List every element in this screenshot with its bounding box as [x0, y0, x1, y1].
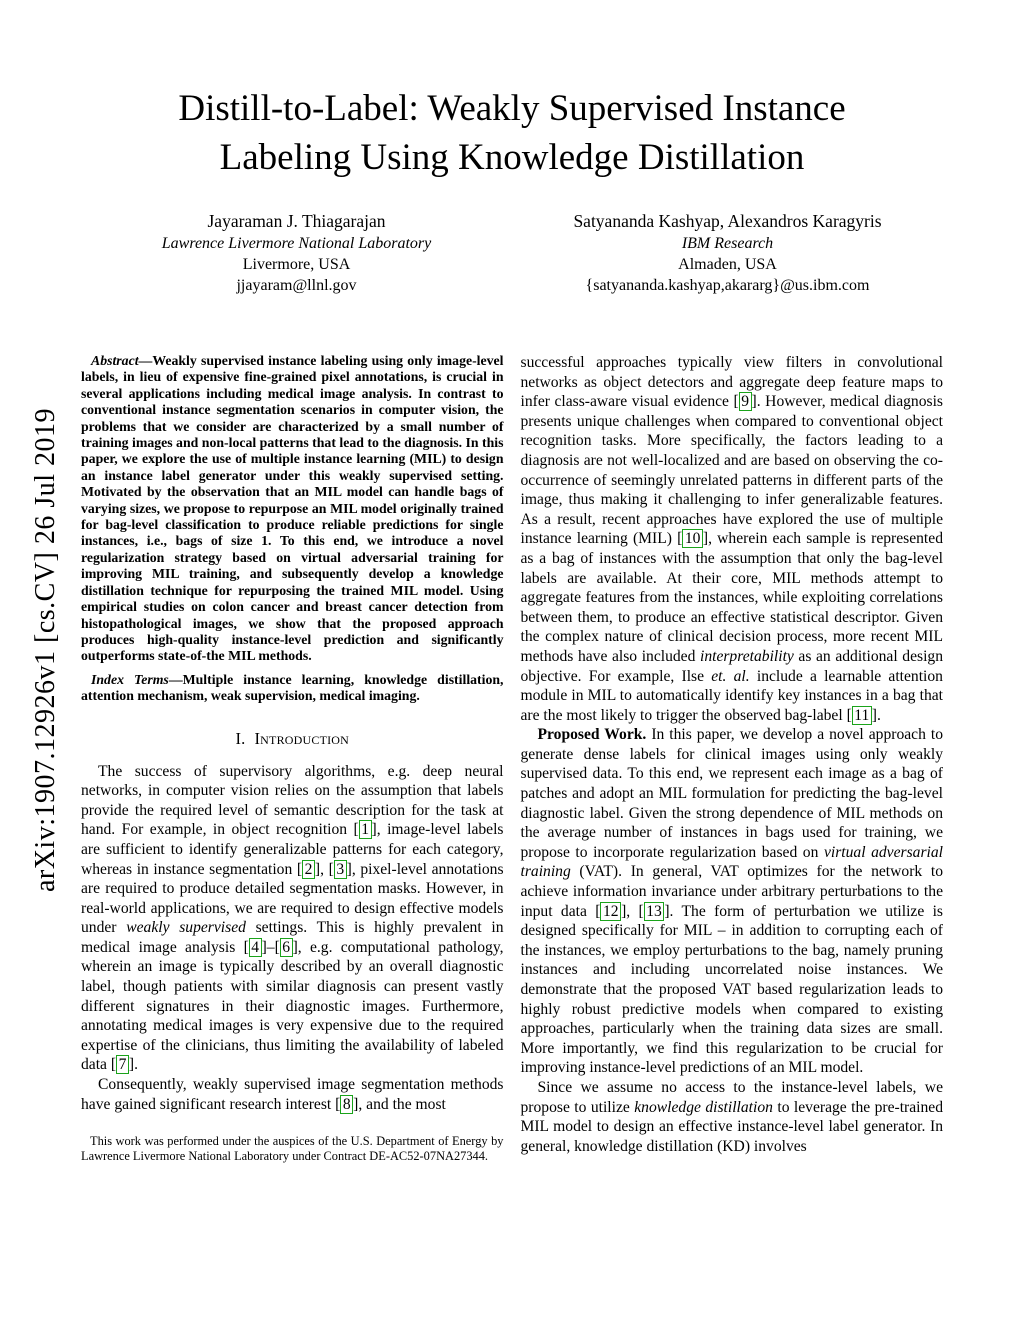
- paper-title-line-1: Distill-to-Label: Weakly Supervised Instance: [178, 88, 846, 129]
- author-1-location: Livermore, USA: [242, 256, 351, 273]
- author-row: [81, 209, 943, 297]
- citation-number: 4: [249, 938, 262, 957]
- author-2-affiliation: IBM Research: [681, 235, 774, 252]
- title-block: [81, 84, 943, 297]
- right-paragraph-1: successful approaches typically view filters in convolutional networks as object detectors and aggregate deep feature maps to infer class-aware visual evidence [ 9 ]. However, medical diagnosis presents unique challenges when compared to conventional object recognition tasks. More specifically, the factors leading to a diagnosis are not well-localized and are based on observing the co-occurrence of seemingly unrelated patterns in different parts of the image, thus making it challenging to infer generalizable features. As a result, recent approaches have explored the use of multiple instance learning (MIL) [ 10 ], wherein each sample is represented as a bag of instances with the assumption that only the bag-level labels are available. At their core, MIL methods attempt to aggregate features from the instances, while exploiting correlations between them, to produce an effective statistical descriptor. Given the complex nature of clinical decision process, more recent MIL methods have also included interpretability as an additional design objective. For example, Ilse et. al. include a learnable attention module in MIL to automatically identify key instances in a bag that are the most likely to trigger the observed bag-label [ 11 ].: [520, 354, 943, 724]
- citation-link[interactable]: [ 1 ]: [353, 821, 377, 839]
- author-block-2: [512, 209, 943, 297]
- citation-link[interactable]: [ 12 ]: [595, 902, 627, 920]
- author-block-1: [81, 209, 512, 297]
- index-terms-text: —Multiple instance learning, knowledge distillation, attention mechanism, weak supervision, medical imaging.: [81, 671, 504, 704]
- index-terms-label: Index Terms: [91, 671, 169, 687]
- citation-number: 11: [852, 706, 872, 725]
- citation-number: 8: [340, 1095, 353, 1114]
- citation-link[interactable]: [ 3 ]: [328, 860, 352, 878]
- citation-link[interactable]: [ 13 ]: [638, 902, 670, 920]
- citation-number: 2: [302, 860, 315, 879]
- funding-footnote: This work was performed under the auspices of the U.S. Department of Energy by Lawrence Livermore National Laboratory under Contract DE-AC52-07NA27344.: [81, 1134, 504, 1164]
- paper-title-line-2: Labeling Using Knowledge Distillation: [219, 137, 805, 178]
- author-1-affiliation: Lawrence Livermore National Laboratory: [161, 235, 432, 252]
- citation-link[interactable]: [ 6 ]: [274, 938, 298, 956]
- paper-content: [81, 0, 943, 1164]
- citation-link[interactable]: [ 11 ]: [846, 706, 877, 724]
- citation-link[interactable]: [ 2 ]: [296, 860, 321, 878]
- section-number: I.: [235, 728, 246, 748]
- author-2-email: {satyananda.kashyap,akararg}@us.ibm.com: [585, 277, 870, 294]
- abstract-paragraph: [81, 353, 504, 665]
- citation-link[interactable]: [ 10 ]: [677, 530, 709, 548]
- abstract-label: Abstract: [91, 353, 139, 368]
- intro-paragraph-2: Consequently, weakly supervised image segmentation methods have gained significant research interest [ 8 ], and the most: [81, 1076, 504, 1113]
- citation-number: 13: [644, 902, 665, 921]
- section-title: Introduction: [254, 728, 350, 748]
- left-column: [81, 353, 504, 1164]
- citation-link[interactable]: [ 7 ]: [110, 1056, 135, 1074]
- citation-number: 12: [600, 902, 621, 921]
- citation-link[interactable]: [ 9 ]: [733, 393, 757, 411]
- section-heading-introduction: [81, 729, 504, 749]
- citation-number: 1: [359, 820, 372, 839]
- citation-link[interactable]: [ 8 ]: [335, 1095, 359, 1113]
- citation-number: 7: [116, 1055, 129, 1074]
- author-2-name: Satyananda Kashyap, Alexandros Karagyris: [573, 211, 882, 231]
- citation-link[interactable]: [ 4 ]: [243, 938, 267, 956]
- citation-number: 9: [739, 392, 752, 411]
- right-paragraph-3: Since we assume no access to the instance-level labels, we propose to utilize knowledge distillation to leverage the pre-trained MIL model to design an effective instance-level label generator. In general, knowledge distillation (KD) involves: [520, 1078, 943, 1155]
- two-column-body: [81, 353, 943, 1164]
- intro-paragraph-1: The success of supervisory algorithms, e.g. deep neural networks, in computer vision relies on the assumption that labels provide the required level of semantic description for the task at hand. For example, in object recognition [ 1 ], image-level labels are sufficient to identify generalizable patterns for each category, whereas in instance segmentation [ 2 ], [ 3 ], pixel-level annotations are required to produce detailed segmentation masks. However, in real-world applications, we are required to design effective models under weakly supervised settings. This is highly prevalent in medical image analysis [ 4 ]–[ 6 ], e.g. computational pathology, wherein an image is typically described by an overall diagnostic label, though patients with similar diagnosis can present vastly different signatures in their diagnostic images. Furthermore, annotating medical images is very expensive due to the required expertise of the clinicians, thus limiting the availability of labeled data [ 7 ].: [81, 762, 504, 1074]
- abstract-text: —Weakly supervised instance labeling using only image-level labels, in lieu of expensive fine-grained pixel annotations, is crucial in several applications including medical image analysis. In contrast to conventional instance segmentation scenarios in computer vision, the problems that we consider are characterized by a small number of training images and non-local patterns that lead to the diagnosis. In this paper, we explore the use of multiple instance learning (MIL) to design an instance label generator under this weakly supervised setting. Motivated by the observation that an MIL model can handle bags of varying sizes, we propose to repurpose an MIL model originally trained for bag-level classification to produce reliable predictions for single instances, i.e., bags of size 1. To this end, we introduce a novel regularization strategy based on virtual adversarial training for improving MIL training, and subsequently develop a knowledge distillation technique for repurposing the trained MIL model. Using empirical studies on colon cancer and breast cancer detection from histopathological images, we show that the proposed approach produces high-quality instance-level prediction and significantly outperforms state-of-the MIL methods.: [81, 353, 504, 664]
- paper-title: [81, 84, 943, 182]
- citation-number: 6: [280, 938, 293, 957]
- right-column: [521, 353, 944, 1164]
- citation-number: 3: [334, 860, 347, 879]
- author-1-name: Jayaraman J. Thiagarajan: [207, 211, 386, 231]
- index-terms-paragraph: [81, 672, 504, 705]
- citation-number: 10: [682, 529, 703, 548]
- author-1-email: jjayaram@llnl.gov: [236, 277, 357, 294]
- right-paragraph-2: Proposed Work. In this paper, we develop a novel approach to generate dense labels for clinical images using only weakly supervised data. To this end, we represent each image as a bag of patches and adopt an MIL formulation for predicting the bag-level diagnostic label. Given the strong dependence of MIL methods on the average number of instances in bags used for training, we propose to incorporate regularization based on virtual adversarial training (VAT). In general, VAT optimizes for the network to achieve information invariance under arbitrary perturbations to the input data [ 12 ], [ 13 ]. The form of perturbation we utilize is designed specifically for MIL – in addition to corrupting each of the instances, we employ perturbations to the bag, namely pruning instances and including uncorrelated noise instances. We demonstrate that the proposed VAT based regularization leads to highly robust predictive models when compared to existing approaches, particularly when the training data sizes are small. More importantly, we find this regularization to be crucial for improving instance-level predictions of an MIL model.: [520, 726, 944, 1077]
- arxiv-watermark: arXiv:1907.12926v1 [cs.CV] 26 Jul 2019: [30, 407, 61, 893]
- author-2-location: Almaden, USA: [678, 256, 777, 273]
